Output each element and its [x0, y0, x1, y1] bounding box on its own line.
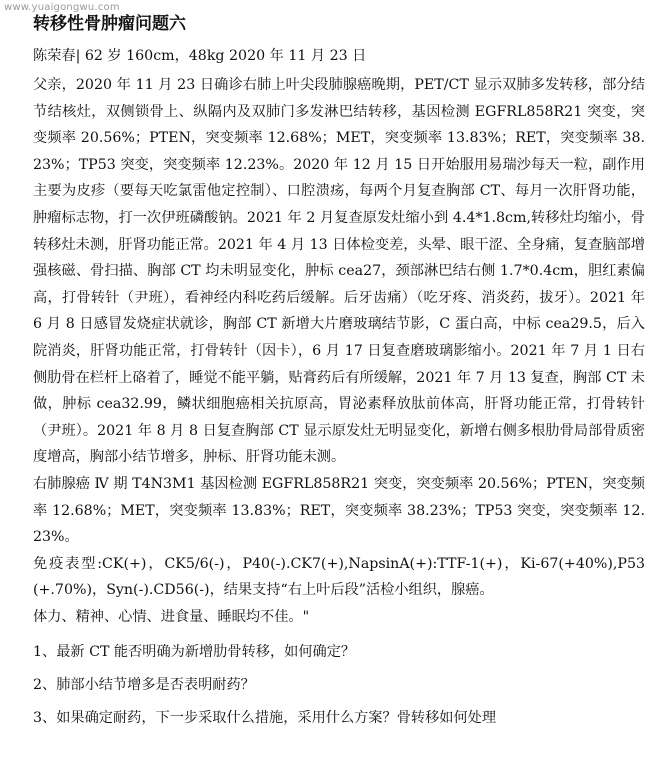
immunophenotype-paragraph: 免疫表型:CK(+)，CK5/6(-)，P40(-).CK7(+),NapsinA(+):TTF-1(+)，Ki-67(+40%),P53(+.70%)，Syn(-).CD56(-)，结果支持“右上叶后段”活检小组织，腺癌。	[33, 555, 645, 599]
questions-list	[33, 636, 645, 735]
question-item: 2、肺部小结节增多是否表明耐药？	[33, 677, 255, 694]
watermark: www.yuaigongwu.com	[4, 2, 120, 13]
document-title: 转移性骨肿瘤问题六	[33, 14, 186, 34]
medical-history-paragraph: 父亲，2020 年 11 月 23 日确诊右肺上叶尖段肺腺癌晚期，PET/CT 显示双肺多发转移，部分结节结核灶，双侧锁骨上、纵隔内及双肺门多发淋巴结转移，基因检测 EGFRL858R21 突变，突变频率 20.56%；PTEN，突变频率 12.68%；MET，突变频率 13.83%；RET，突变频率 38.23%；TP53 突变，突变频率 12.23%。2020 年 12 月 15 日开始服用易瑞沙每天一粒，副作用主要为皮疹（要每天吃氯雷他定控制）、口腔溃疡，每两个月复查胸部 CT、每月一次肝肾功能，肿瘤标志物，打一次伊班磷酸钠。2021 年 2 月复查原发灶缩小到 4.4*1.8cm,转移灶均缩小，骨转移灶未测，肝肾功能正常。2021 年 4 月 13 日体检变差，头晕、眼干涩、全身痛，复查脑部增强核磁、骨扫描、胸部 CT 均未明显变化，肿标 cea27，颈部淋巴结右侧 1.7*0.4cm，胆红素偏高，打骨转针（尹班），看神经内科吃药后缓解。后牙齿痛）（吃牙疼、消炎药，拔牙）。2021 年 6 月 8 日感冒发烧症状就诊，胸部 CT 新增大片磨玻璃结节影，C 蛋白高，中标 cea29.5，后入院消炎，肝肾功能正常，打骨转针（因卡），6 月 17 日复查磨玻璃影缩小。2021 年 7 月 1 日右侧肋骨在栏杆上硌着了，睡觉不能平躺，贴膏药后有所缓解，2021 年 7 月 13 复查，胸部 CT 未做，肿标 cea32.99，鳞状细胞癌相关抗原高，胃泌素释放肽前体高，肝肾功能正常，打骨转针（尹班）。2021 年 8 月 8 日复查胸部 CT 显示原发灶无明显变化，新增右侧多根肋骨局部骨质密度增高，胸部小结节增多，肿标、肝肾功能未测。	[33, 77, 650, 466]
diagnosis-paragraph: 右肺腺癌 Ⅳ 期 T4N3M1 基因检测 EGFRL858R21 突变，突变频率 20.56%；PTEN，突变频率 12.68%；MET，突变频率 13.83%；RET，突变频率 38.23%；TP53 突变，突变频率 12.23%。	[33, 475, 645, 546]
question-item: 1、最新 CT 能否明确为新增肋骨转移，如何确定？	[33, 644, 356, 661]
question-item: 3、如果确定耐药，下一步采取什么措施，采用什么方案？骨转移如何处理	[33, 710, 497, 727]
condition-paragraph: 体力、精神、心情、进食量、睡眠均不佳。"	[33, 608, 310, 625]
patient-info-line: 陈荣春| 62 岁 160cm，48kg 2020 年 11 月 23 日	[33, 48, 367, 64]
document-page	[33, 14, 650, 735]
